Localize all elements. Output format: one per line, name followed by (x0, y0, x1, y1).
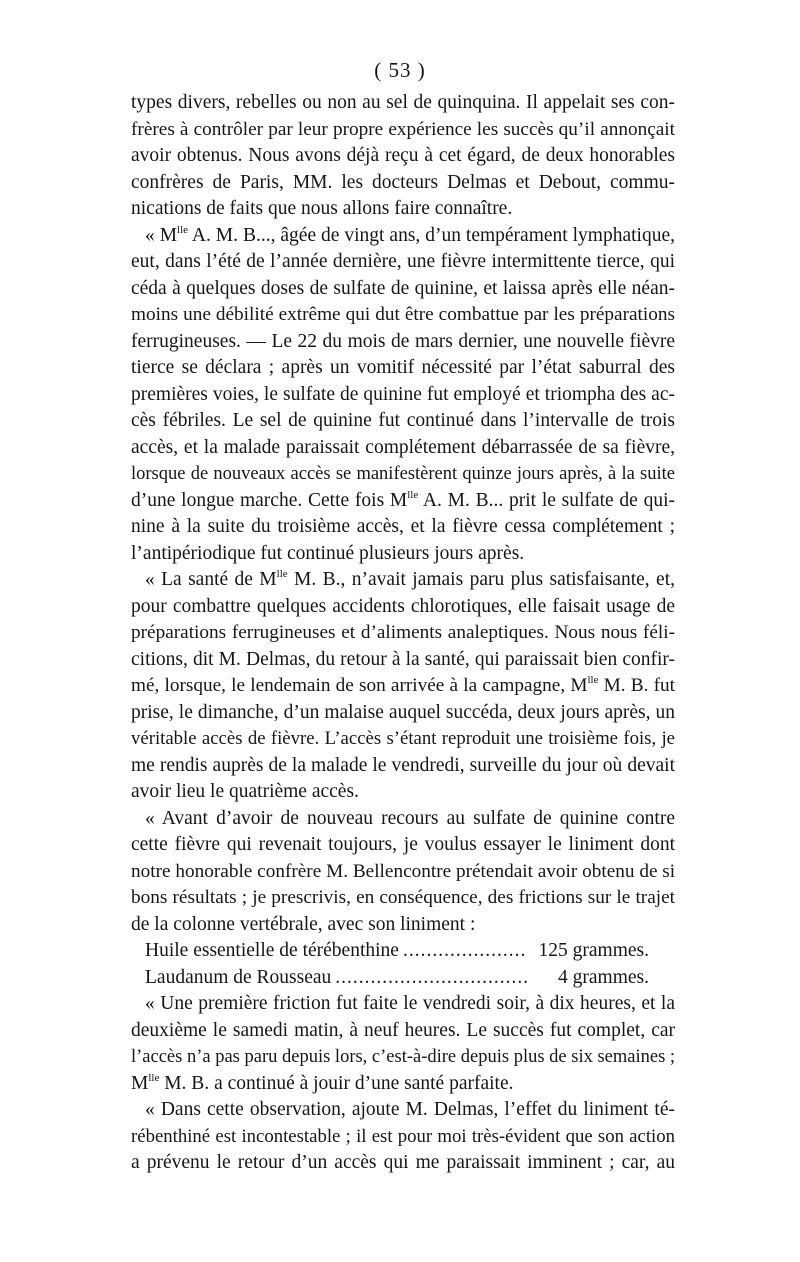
text-line: l’antipériodique fut continué plusieurs jours après. (131, 542, 525, 564)
text-line: cette fièvre qui revenait toujours, je voulus essayer le liniment dont (131, 834, 675, 855)
paragraph (131, 567, 675, 806)
text-line: pour combattre quelques accidents chlorotiques, elle faisait usage de (131, 595, 675, 617)
text-line: deuxième le samedi matin, à neuf heures. Le succès fut complet, car (131, 1019, 675, 1041)
page-number: ( 53 ) (374, 58, 426, 82)
text-line: nine à la suite du troisième accès, et la fièvre cessa complétement ; (131, 516, 675, 537)
text-line: lorsque de nouveaux accès se manifestèrent quinze jours après, à la suite (131, 464, 675, 484)
text-line: moins une débilité extrême qui dut être combattue par les préparations (131, 304, 675, 325)
text-line: véritable accès de fièvre. L’accès s’étant reproduit une troisième fois, je (131, 728, 675, 749)
ingredient-quantity: 4 grammes. (558, 966, 649, 988)
text-line: me rendis auprès de la malade le vendredi, surveille du jour où devait (131, 754, 675, 776)
text-line: notre honorable confrère M. Bellencontre prétendait avoir obtenu de si (131, 860, 676, 882)
ingredient-name: Laudanum de Rousseau (145, 966, 332, 988)
text-line: « La santé de $M^{lle}$ M. B., n’avait jamais paru plus satisfaisante, et, (145, 568, 675, 590)
paragraph (131, 1097, 675, 1177)
paragraph (131, 806, 675, 939)
text-line: céda à quelques doses de sulfate de quinine, et laissa après elle néan- (131, 277, 675, 299)
formula-line (131, 965, 649, 992)
dot-leader (335, 965, 527, 992)
body-text (131, 90, 675, 1177)
text-line: mé, lorsque, le lendemain de son arrivée à la campagne, $M^{lle}$ M. B. fut (131, 674, 676, 696)
paragraph (131, 223, 675, 568)
text-line: « $M^{lle}$ A. M. B..., âgée de vingt ans, d’un tempérament lymphatique, (145, 223, 675, 246)
text-line: cès fébriles. Le sel de quinine fut continué dans l’intervalle de trois (131, 410, 675, 431)
text-line: « Avant d’avoir de nouveau recours au sulfate de quinine contre (145, 807, 675, 829)
ingredient-quantity: 125 grammes. (538, 940, 649, 961)
text-line: d’une longue marche. Cette fois $M^{lle}$ A. M. B... prit le sulfate de qui- (131, 488, 675, 511)
text-line: avoir lieu le quatrième accès. (131, 781, 359, 802)
text-line: a prévenu le retour d’un accès qui me paraissait imminent ; car, au (131, 1152, 675, 1173)
text-line: $M^{lle}$ M. B. a continué à jouir d’une santé parfaite. (131, 1071, 514, 1094)
text-line: ferrugineuses. — Le 22 du mois de mars dernier, une nouvelle fièvre (131, 330, 675, 352)
text-line: premières voies, le sulfate de quinine fut employé et triompha des ac- (131, 383, 675, 405)
paragraph (131, 90, 675, 223)
formula (131, 938, 675, 991)
formula-line (131, 938, 649, 965)
text-line: tierce se déclara ; après un vomitif nécessité par l’état saburral des (131, 357, 675, 378)
text-line: accès, et la malade paraissait complétement débarrassée de sa fièvre, (131, 436, 675, 458)
text-line: bons résultats ; je prescrivis, en conséquence, des frictions sur le trajet (131, 887, 675, 908)
text-line: rébenthiné est incontestable ; il est pour moi très-évident que son action (131, 1125, 675, 1147)
text-line: citions, dit M. Delmas, du retour à la santé, qui paraissait bien confir- (131, 648, 675, 670)
text-line: « Dans cette observation, ajoute M. Delmas, l’effet du liniment té- (145, 1099, 675, 1120)
text-line: types divers, rebelles ou non au sel de quinquina. Il appelait ses con- (131, 92, 675, 113)
paragraph (131, 991, 675, 1097)
text-line: nications de faits que nous allons faire connaître. (131, 198, 513, 219)
text-line: « Une première friction fut faite le vendredi soir, à dix heures, et la (145, 993, 675, 1014)
text-line: préparations ferrugineuses et d’aliments analeptiques. Nous nous féli- (131, 622, 675, 643)
text-line: de la colonne vertébrale, avec son liniment : (131, 913, 476, 935)
ingredient-name: Huile essentielle de térébenthine (145, 940, 399, 961)
text-line: l’accès n’a pas paru depuis lors, c’est-à-dire depuis plus de six semaines ; (131, 1047, 676, 1067)
text-line: eut, dans l’été de l’année dernière, une fièvre intermittente tierce, qui (131, 251, 675, 272)
text-line: prise, le dimanche, d’un malaise auquel succéda, deux jours après, un (131, 701, 675, 723)
dot-leader (403, 938, 527, 965)
text-line: frères à contrôler par leur propre expérience les succès qu’il annonçait (131, 118, 675, 140)
text-line: avoir obtenus. Nous avons déjà reçu à cet égard, de deux honorables (131, 145, 675, 166)
text-line: confrères de Paris, MM. les docteurs Delmas et Debout, commu- (131, 171, 675, 193)
